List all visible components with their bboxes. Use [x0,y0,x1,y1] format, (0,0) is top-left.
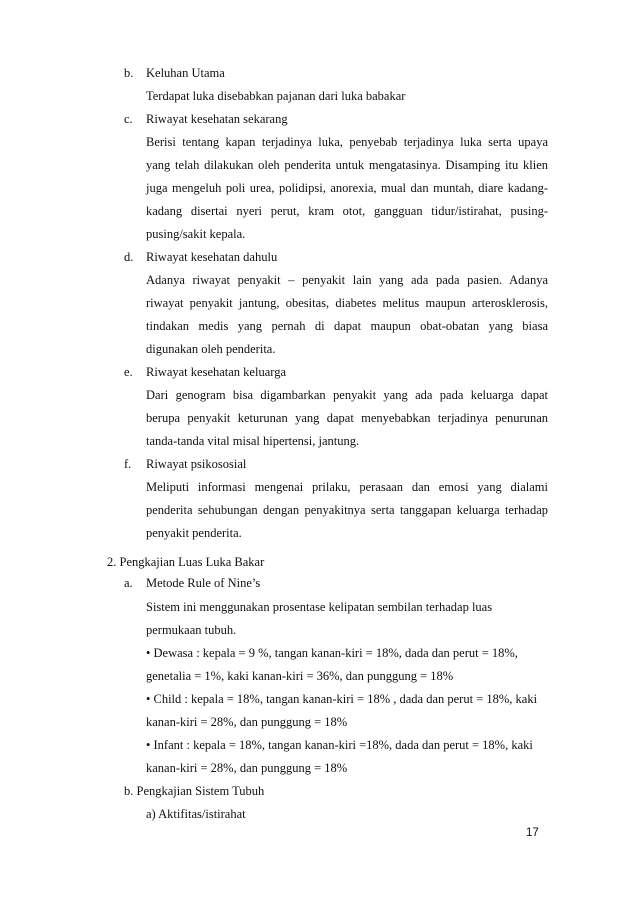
list-marker: e. [124,365,133,379]
list-marker: d. [124,250,134,264]
paragraph-line: Adanya riwayat penyakit – penyakit lain yang ada pada pasien. Adanya [146,273,548,287]
paragraph-line: Berisi tentang kapan terjadinya luka, penyebab terjadinya luka serta upaya [146,135,548,149]
list-marker: c. [124,112,133,126]
item-title-rule-of-nines: Metode Rule of Nine’s [146,576,261,590]
paragraph-line: Terdapat luka disebabkan pajanan dari luka babakar [146,89,406,103]
page-number: 17 [526,827,539,839]
subsection-item: a) Aktifitas/istirahat [146,807,246,821]
item-title-riwayat-psikososial: Riwayat psikososial [146,457,247,471]
paragraph-line: Sistem ini menggunakan prosentase kelipatan sembilan terhadap luas [146,600,493,614]
bullet-line-dewasa: • Dewasa : kepala = 9 %, tangan kanan-kiri = 18%, dada dan perut = 18%, [146,646,518,660]
list-marker: f. [124,457,132,471]
list-marker: b. [124,66,134,80]
item-title-keluhan-utama: Keluhan Utama [146,66,225,80]
paragraph-line: pusing/sakit kepala. [146,227,246,241]
bullet-line-child: • Child : kepala = 18%, tangan kanan-kiri = 18% , dada dan perut = 18%, kaki [146,692,538,706]
paragraph-line: yang telah dilakukan oleh penderita untuk mengatasinya. Disamping itu klien [146,158,548,172]
item-title-riwayat-sekarang: Riwayat kesehatan sekarang [146,112,288,126]
paragraph-line: digunakan oleh penderita. [146,342,276,356]
section-heading: 2. Pengkajian Luas Luka Bakar [107,555,265,569]
paragraph-line: permukaan tubuh. [146,623,237,637]
paragraph-line: juga mengeluh poli urea, polidipsi, anorexia, mual dan muntah, diare kadang- [146,181,548,195]
bullet-line-infant: • Infant : kepala = 18%, tangan kanan-kiri =18%, dada dan perut = 18%, kaki [146,738,533,752]
paragraph-line: berupa penyakit keturunan yang dapat menyebabkan terjadinya penurunan [146,411,548,425]
paragraph-line: penyakit penderita. [146,526,242,540]
paragraph-line: Meliputi informasi mengenai prilaku, perasaan dan emosi yang dialami [146,480,548,494]
paragraph-line: Dari genogram bisa digambarkan penyakit yang ada pada keluarga dapat [146,388,548,402]
paragraph-line: penderita sehubungan dengan penyakitnya serta tanggapan keluarga terhadap [146,503,548,517]
paragraph-line: riwayat penyakit jantung, obesitas, diabetes melitus maupun arterosklerosis, [146,296,548,310]
item-title-riwayat-dahulu: Riwayat kesehatan dahulu [146,250,278,264]
paragraph-line: genetalia = 1%, kaki kanan-kiri = 36%, dan punggung = 18% [146,669,454,683]
paragraph-line: kadang disertai nyeri perut, kram otot, gangguan tidur/istirahat, pusing- [146,204,548,218]
subsection-heading: b. Pengkajian Sistem Tubuh [124,784,265,798]
paragraph-line: kanan-kiri = 28%, dan punggung = 18% [146,761,348,775]
paragraph-line: tanda-tanda vital misal hipertensi, jantung. [146,434,360,448]
paragraph-line: tindakan medis yang pernah di dapat maupun obat-obatan yang biasa [146,319,548,333]
item-title-riwayat-keluarga: Riwayat kesehatan keluarga [146,365,286,379]
list-marker: a. [124,576,133,590]
paragraph-line: kanan-kiri = 28%, dan punggung = 18% [146,715,348,729]
